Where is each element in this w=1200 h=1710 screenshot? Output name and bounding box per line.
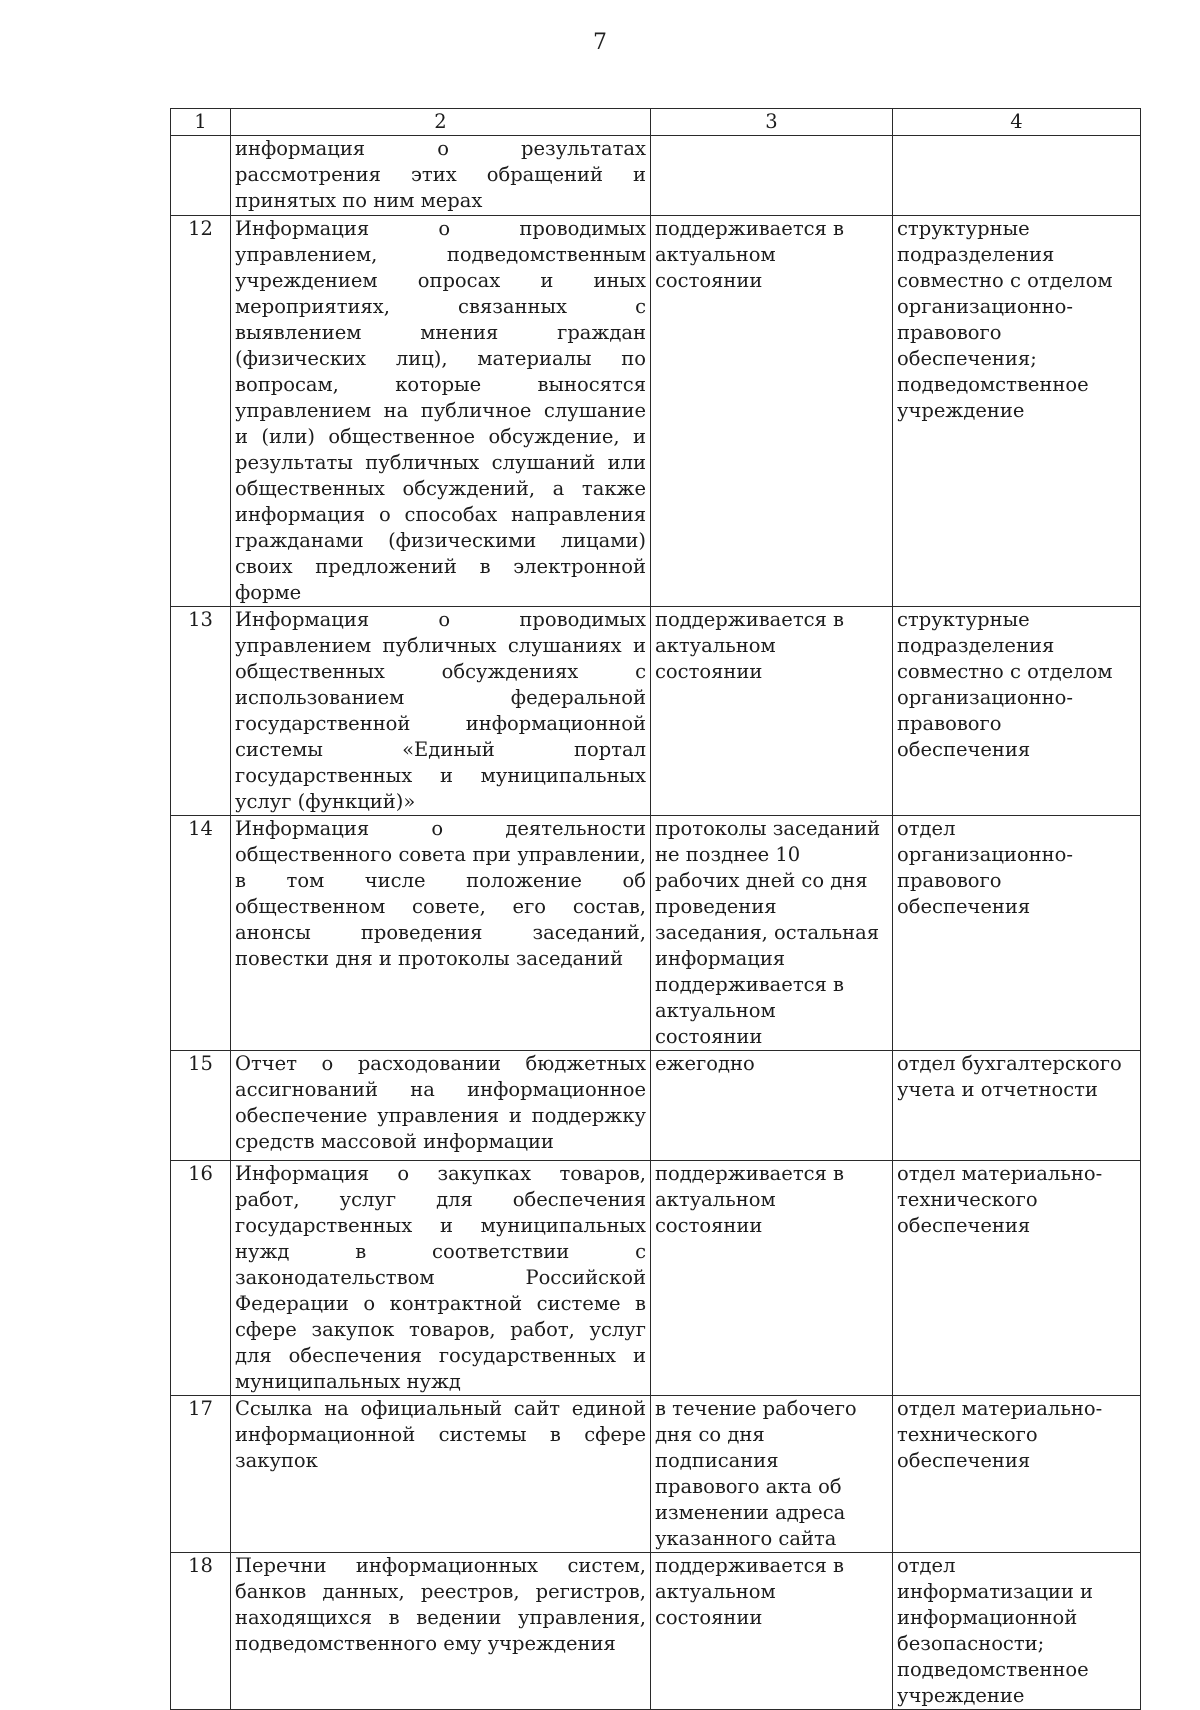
column-header-1: 1 bbox=[171, 109, 231, 136]
row-term bbox=[651, 136, 893, 216]
table-row bbox=[171, 1396, 1141, 1553]
row-description: информация о результатах рассмотрения этих обращений и принятых по ним мерах bbox=[231, 136, 651, 216]
row-number: 13 bbox=[171, 607, 231, 816]
row-description: Отчет о расходовании бюджетных ассигнований на информационное обеспечение управления и поддержку средств массовой информации bbox=[231, 1051, 651, 1161]
row-responsible: отдел организационно-правового обеспечения bbox=[893, 816, 1141, 1051]
row-number: 18 bbox=[171, 1553, 231, 1710]
table-row bbox=[171, 1161, 1141, 1396]
row-number: 16 bbox=[171, 1161, 231, 1396]
row-responsible: структурные подразделения совместно с отделом организационно-правового обеспечения bbox=[893, 607, 1141, 816]
row-term: в течение рабочего дня со дня подписания правового акта об изменении адреса указанного сайта bbox=[651, 1396, 893, 1553]
row-term: ежегодно bbox=[651, 1051, 893, 1161]
row-responsible: отдел материально-технического обеспечения bbox=[893, 1161, 1141, 1396]
row-responsible: отдел информатизации и информационной безопасности; подведомственное учреждение bbox=[893, 1553, 1141, 1710]
table-row bbox=[171, 607, 1141, 816]
row-description: Ссылка на официальный сайт единой информационной системы в сфере закупок bbox=[231, 1396, 651, 1553]
row-description: Перечни информационных систем, банков данных, реестров, регистров, находящихся в ведении управления, подведомственного ему учреждения bbox=[231, 1553, 651, 1710]
column-header-4: 4 bbox=[893, 109, 1141, 136]
row-term: поддерживается в актуальном состоянии bbox=[651, 1553, 893, 1710]
column-header-3: 3 bbox=[651, 109, 893, 136]
row-number bbox=[171, 136, 231, 216]
document-table bbox=[170, 108, 1141, 1710]
row-responsible: структурные подразделения совместно с отделом организационно-правового обеспечения; подведомственное учреждение bbox=[893, 216, 1141, 607]
row-number: 17 bbox=[171, 1396, 231, 1553]
row-responsible: отдел материально-технического обеспечения bbox=[893, 1396, 1141, 1553]
row-term: поддерживается в актуальном состоянии bbox=[651, 1161, 893, 1396]
row-description: Информация о проводимых управлением, подведомственным учреждением опросах и иных мероприятиях, связанных с выявлением мнения граждан (физических лиц), материалы по вопросам, которые выносятся управлением на публичное слушание и (или) общественное обсуждение, и результаты публичных слушаний или общественных обсуждений, а также информация о способах направления гражданами (физическими лицами) своих предложений в электронной форме bbox=[231, 216, 651, 607]
table-row bbox=[171, 136, 1141, 216]
row-responsible: отдел бухгалтерского учета и отчетности bbox=[893, 1051, 1141, 1161]
row-number: 14 bbox=[171, 816, 231, 1051]
table-row bbox=[171, 216, 1141, 607]
row-term: поддерживается в актуальном состоянии bbox=[651, 216, 893, 607]
row-description: Информация о проводимых управлением публичных слушаниях и общественных обсуждениях с использованием федеральной государственной информационной системы «Единый портал государственных и муниципальных услуг (функций)» bbox=[231, 607, 651, 816]
table-header-row bbox=[171, 109, 1141, 136]
row-description: Информация о закупках товаров, работ, услуг для обеспечения государственных и муниципальных нужд в соответствии с законодательством Российской Федерации о контрактной системе в сфере закупок товаров, работ, услуг для обеспечения государственных и муниципальных нужд bbox=[231, 1161, 651, 1396]
row-number: 12 bbox=[171, 216, 231, 607]
table-row bbox=[171, 1553, 1141, 1710]
row-description: Информация о деятельности общественного совета при управлении, в том числе положение об общественном совете, его состав, анонсы проведения заседаний, повестки дня и протоколы заседаний bbox=[231, 816, 651, 1051]
row-responsible bbox=[893, 136, 1141, 216]
row-term: поддерживается в актуальном состоянии bbox=[651, 607, 893, 816]
row-number: 15 bbox=[171, 1051, 231, 1161]
row-term: протоколы заседаний не позднее 10 рабочих дней со дня проведения заседания, остальная информация поддерживается в актуальном состоянии bbox=[651, 816, 893, 1051]
table-row bbox=[171, 1051, 1141, 1161]
page-number: 7 bbox=[593, 30, 607, 55]
column-header-2: 2 bbox=[231, 109, 651, 136]
table-row bbox=[171, 816, 1141, 1051]
